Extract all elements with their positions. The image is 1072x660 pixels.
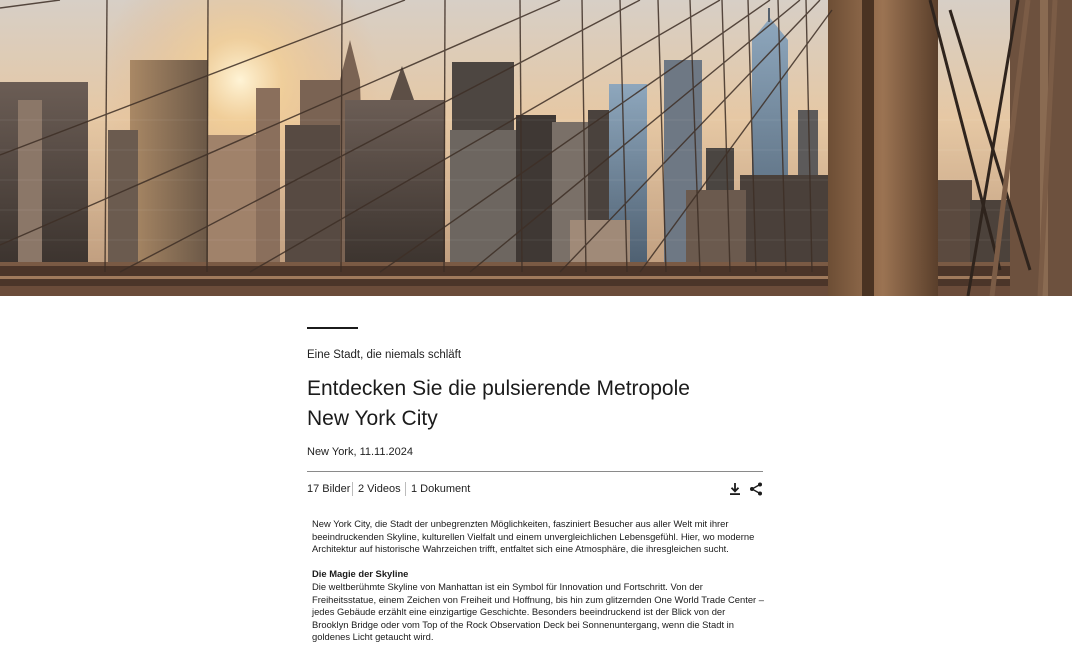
accent-rule	[307, 327, 358, 329]
skyline-illustration	[0, 0, 1072, 296]
article-kicker: Eine Stadt, die niemals schläft	[307, 349, 462, 361]
media-videos-link[interactable]: 2 Videos	[358, 483, 401, 495]
media-images-link[interactable]: 17 Bilder	[307, 483, 351, 495]
share-icon[interactable]	[749, 482, 763, 496]
article-dateline: New York, 11.11.2024	[307, 446, 414, 458]
media-separator	[352, 482, 353, 496]
download-icon[interactable]	[728, 482, 742, 496]
hero-image	[0, 0, 1072, 296]
headline-line-1: Entdecken Sie die pulsierende Metropole	[307, 377, 690, 400]
article-headline	[307, 374, 767, 434]
media-separator	[405, 482, 406, 496]
section-heading: Die Magie der Skyline	[312, 568, 409, 580]
media-bar	[307, 482, 763, 498]
section-paragraph: Die weltberühmte Skyline von Manhattan ist ein Symbol für Innovation und Fortschritt. Von der Freiheitsstatue, einem Zeichen von Freiheit und Hoffnung, bis hin zum glitzernden One World Trade Center – jedes Gebäude erzählt eine einzigartige Geschichte. Besonders beeindruckend ist der Blick von der Brooklyn Bridge oder vom Top of the Rock Observation Deck bei Sonnenuntergang, wenn die Stadt in goldenes Licht getaucht wird.	[312, 580, 764, 643]
article-section	[312, 568, 764, 644]
article-intro-paragraph: New York City, die Stadt der unbegrenzten Möglichkeiten, fasziniert Besucher aus aller Welt mit ihrer beeindruckenden Skyline, kulturellen Vielfalt und einem unvergleichlichen Lebensgefühl. Hier, wo moderne Architektur auf historische Wahrzeichen trifft, entfaltet sich eine Atmosphäre, die ihresgleichen sucht.	[312, 518, 755, 555]
media-documents-link[interactable]: 1 Dokument	[411, 483, 471, 495]
headline-line-2: New York City	[307, 407, 438, 430]
divider	[307, 471, 763, 472]
article-body	[312, 518, 764, 657]
